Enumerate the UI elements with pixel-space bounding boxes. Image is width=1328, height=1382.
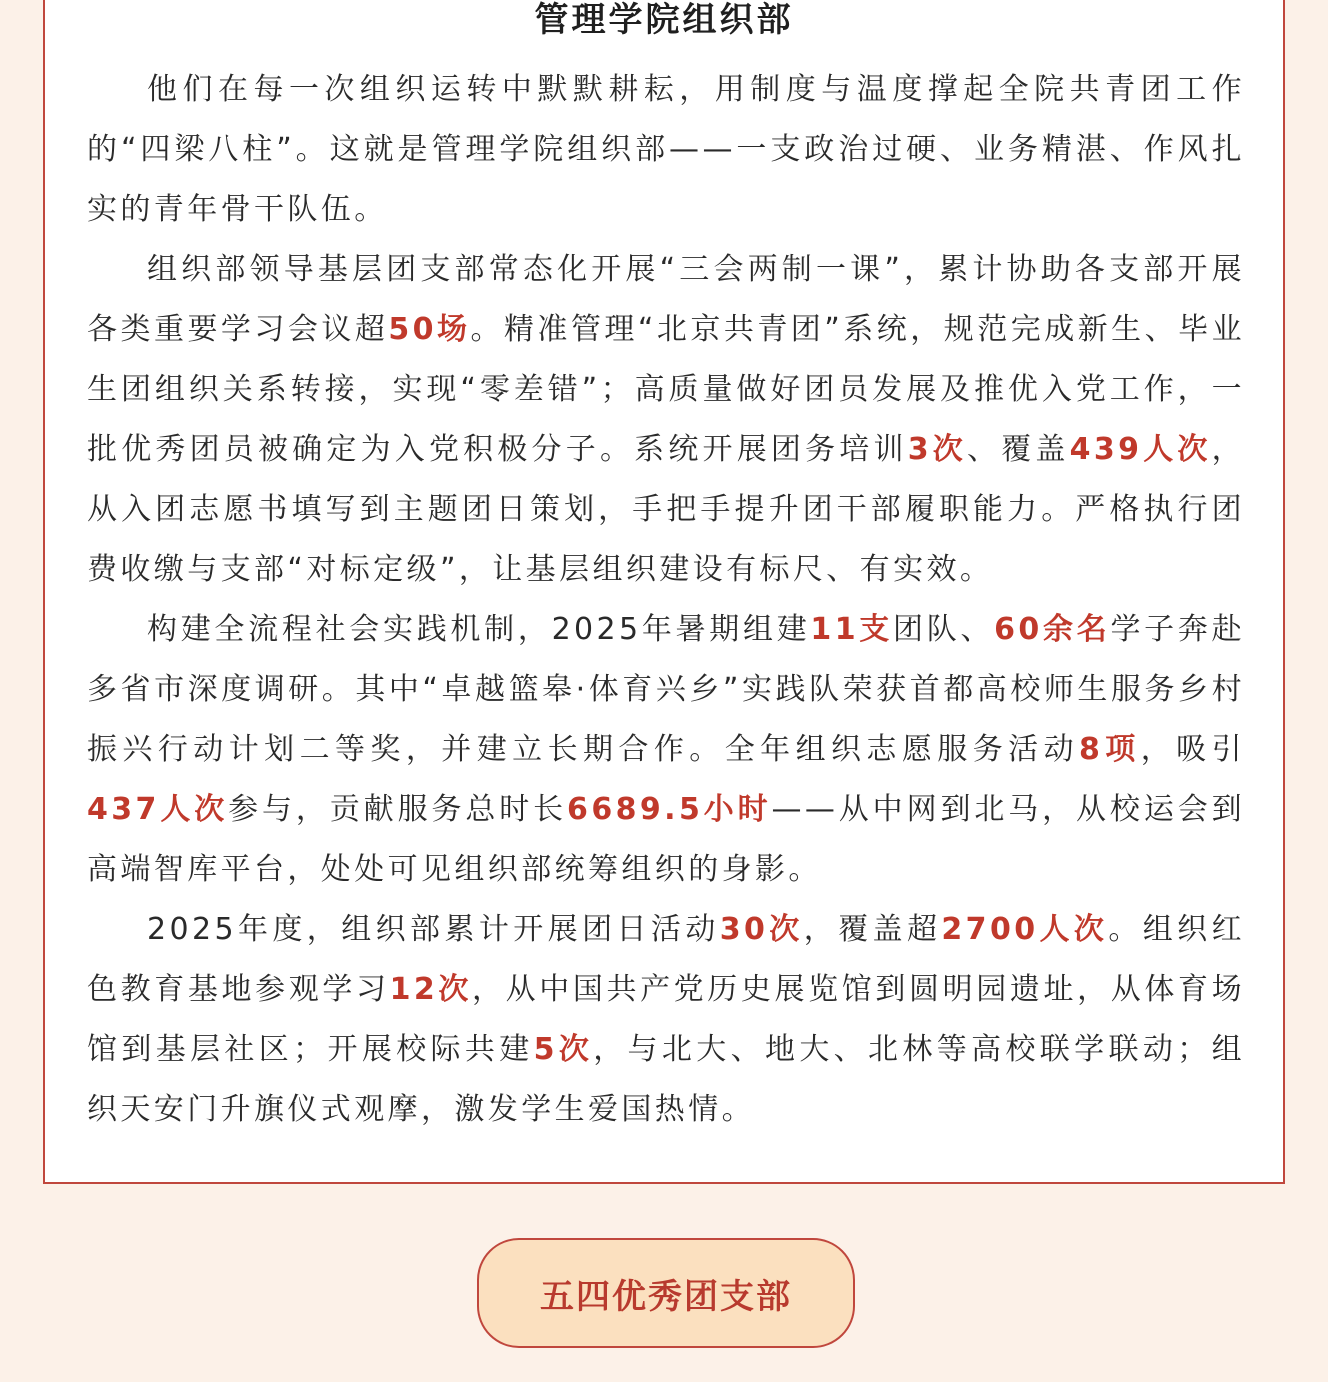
paragraph-text: ，吸引 [1140, 732, 1245, 767]
highlight-figure: 439人次 [1069, 432, 1212, 467]
paragraph-text: 团队、 [893, 612, 995, 647]
paragraph-text: 参与，贡献服务总时长 [228, 792, 568, 827]
highlight-figure: 12次 [389, 972, 472, 1007]
paragraph-text: 组织部领导基层团支部常态化开展“三会两制一课”，累计协助各支部开展各类重要学习会议超 [87, 252, 1245, 347]
highlight-figure: 437人次 [87, 792, 229, 827]
paragraph-text: ——从中网到北马，从校运会到高端智库平台，处处可见组织部统筹组织的身影。 [87, 792, 1246, 887]
paragraph-text: 。组织红色教育基地参观学习 [87, 912, 1245, 1007]
highlight-figure: 30次 [719, 912, 804, 947]
article-body [87, 60, 1245, 1140]
paragraph-text: 他们在每一次组织运转中默默耕耘，用制度与温度撑起全院共青团工作的“四梁八柱”。这就是管理学院组织部——一支政治过硬、业务精湛、作风扎实的青年骨干队伍。 [87, 72, 1245, 227]
highlight-figure: 8项 [1079, 732, 1141, 767]
highlight-figure: 5次 [533, 1032, 594, 1067]
highlight-figure: 2700人次 [941, 912, 1109, 947]
paragraph-text: 学子奔赴多省市深度调研。其中“卓越篮皋·体育兴乡”实践队荣获首都高校师生服务乡村振兴行动计划二等奖，并建立长期合作。全年组织志愿服务活动 [87, 612, 1245, 767]
paragraph-text: 。精准管理“北京共青团”系统，规范完成新生、毕业生团组织关系转接，实现“零差错”；高质量做好团员发展及推优入党工作，一批优秀团员被确定为入党积极分子。系统开展团务培训 [87, 312, 1245, 467]
highlight-figure: 6689.5小时 [567, 792, 772, 827]
highlight-figure: 60余名 [994, 612, 1111, 647]
paragraph [87, 900, 1245, 1140]
paragraph-text: ，从入团志愿书填写到主题团日策划，手把手提升团干部履职能力。严格执行团费收缴与支部“对标定级”，让基层组织建设有标尺、有实效。 [87, 432, 1245, 587]
next-section-button[interactable]: 五四优秀团支部 [477, 1238, 855, 1348]
paragraph [87, 240, 1245, 600]
paragraph-text: ，从中国共产党历史展览馆到圆明园遗址，从体育场馆到基层社区；开展校际共建 [87, 972, 1245, 1067]
paragraph [87, 600, 1245, 900]
highlight-figure: 3次 [907, 432, 967, 467]
highlight-figure: 50场 [388, 312, 471, 347]
paragraph-text: ，与北大、地大、北林等高校联学联动；组织天安门升旗仪式观摩，激发学生爱国热情。 [87, 1032, 1245, 1127]
paragraph-text: 构建全流程社会实践机制，2025年暑期组建 [147, 612, 811, 647]
paragraph-text: ，覆盖超 [803, 912, 942, 947]
highlight-figure: 11支 [810, 612, 893, 647]
content-card [43, 0, 1285, 1184]
paragraph [87, 60, 1245, 240]
section-title: 管理学院组织部 [534, 0, 794, 40]
paragraph-text: 、覆盖 [966, 432, 1070, 467]
paragraph-text: 2025年度，组织部累计开展团日活动 [147, 912, 720, 947]
